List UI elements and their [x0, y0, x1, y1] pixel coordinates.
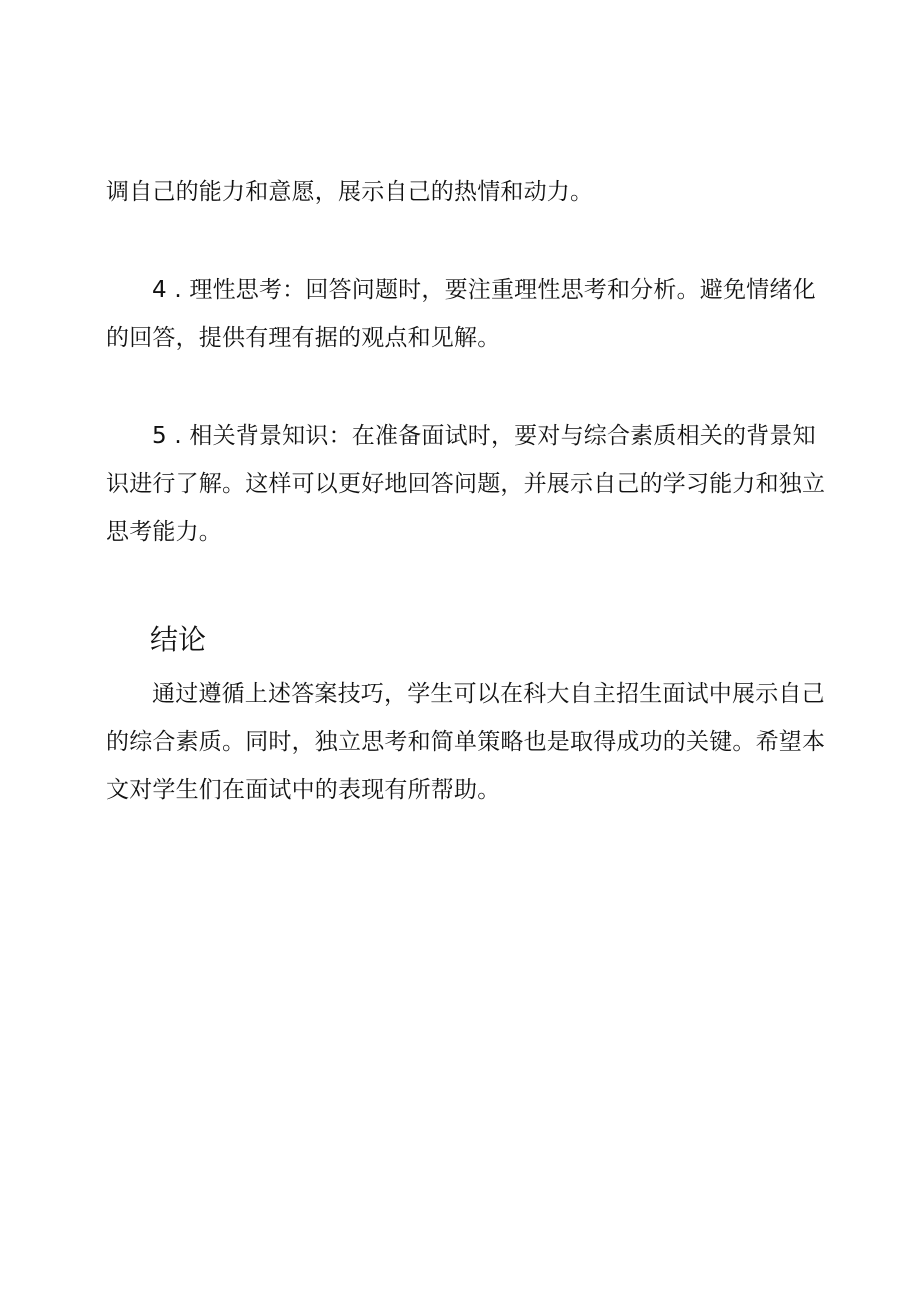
conclusion-paragraph: 通过遵循上述答案技巧，学生可以在科大自主招生面试中展示自己的综合素质。同时，独立思考和简单策略也是取得成功的关键。希望本文对学生们在面试中的表现有所帮助。 — [106, 681, 826, 803]
conclusion-heading: 结论 — [150, 623, 207, 656]
paragraph-item-5: 5 . 相关背景知识：在准备面试时，要对与综合素质相关的背景知识进行了解。这样可以更好地回答问题，并展示自己的学习能力和独立思考能力。 — [106, 423, 826, 545]
paragraph-continuation: 调自己的能力和意愿，展示自己的热情和动力。 — [106, 179, 594, 205]
paragraph-item-4: 4 . 理性思考：回答问题时，要注重理性思考和分析。避免情绪化的回答，提供有理有据的观点和见解。 — [106, 277, 816, 351]
